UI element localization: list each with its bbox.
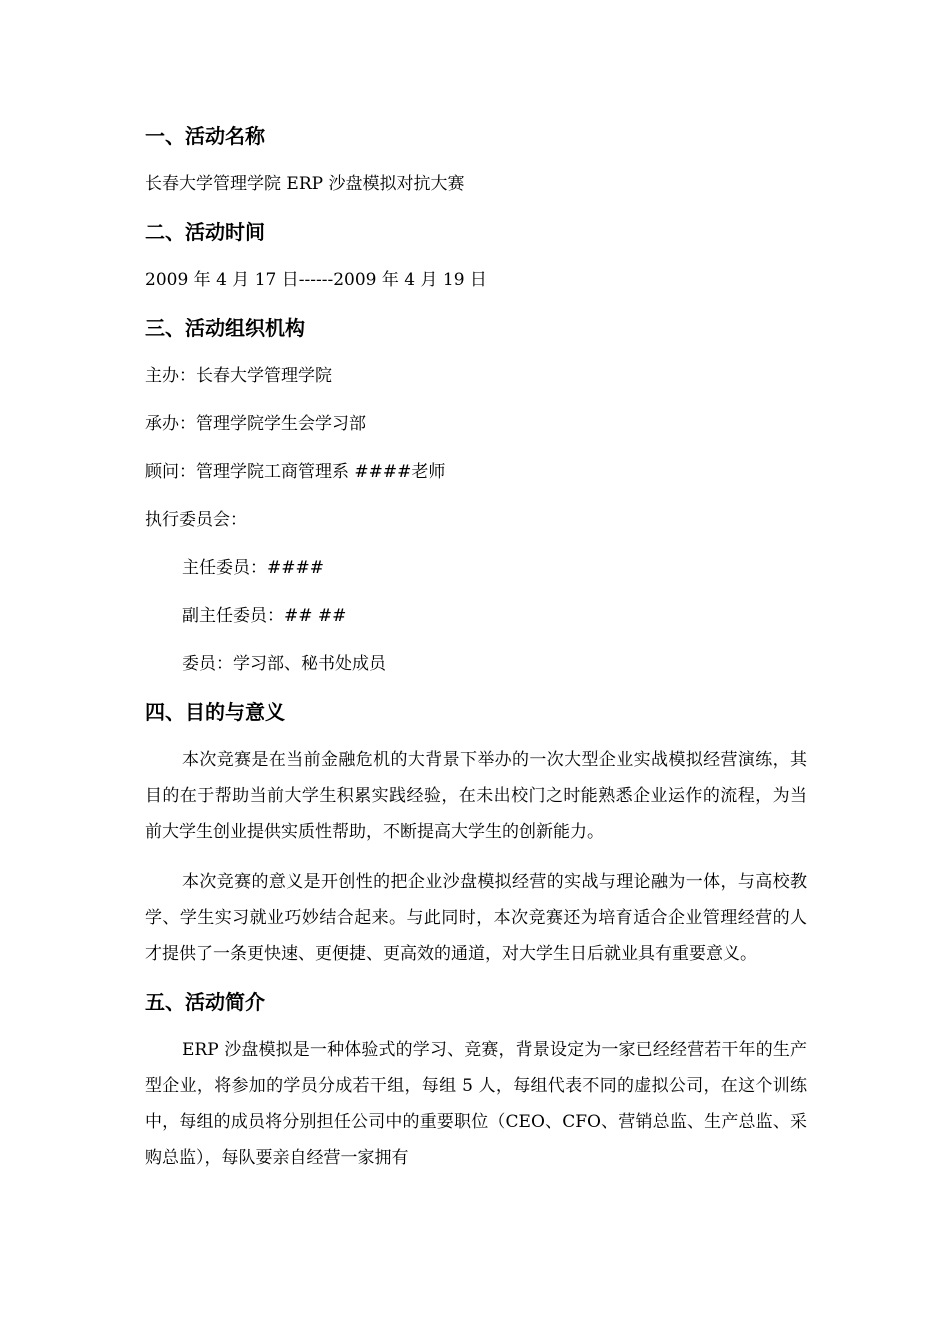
intro-paragraph-1: ERP 沙盘模拟是一种体验式的学习、竞赛，背景设定为一家已经经营若干年的生产型企业，将参加的学员分成若干组，每组 5 人，每组代表不同的虚拟公司，在这个训练中，每组的成员将分别担任公司中的重要职位（CEO、CFO、营销总监、生产总监、采购总监），每队要亲自经营一家拥有 bbox=[145, 1040, 807, 1168]
purpose-paragraph-1: 本次竞赛是在当前金融危机的大背景下举办的一次大型企业实战模拟经营演练，其目的在于帮助当前大学生积累实践经验，在未出校门之时能熟悉企业运作的流程，为当前大学生创业提供实质性帮助，不断提高大学生的创新能力。 bbox=[145, 750, 807, 842]
org-host: 主办：长春大学管理学院 bbox=[145, 366, 332, 386]
section-heading-activity-time: 二、活动时间 bbox=[145, 220, 265, 244]
activity-time-text: 2009 年 4 月 17 日------2009 年 4 月 19 日 bbox=[145, 270, 487, 290]
document-content bbox=[145, 118, 807, 1176]
org-members: 委员：学习部、秘书处成员 bbox=[182, 654, 386, 674]
org-organizer: 承办：管理学院学生会学习部 bbox=[145, 414, 366, 434]
section-heading-activity-name: 一、活动名称 bbox=[145, 124, 265, 148]
section-heading-intro: 五、活动简介 bbox=[145, 990, 265, 1014]
section-heading-organization: 三、活动组织机构 bbox=[145, 316, 305, 340]
org-vice-chair: 副主任委员：## ## bbox=[182, 606, 347, 626]
org-advisor: 顾问：管理学院工商管理系 ####老师 bbox=[145, 462, 446, 482]
purpose-paragraph-2: 本次竞赛的意义是开创性的把企业沙盘模拟经营的实战与理论融为一体，与高校教学、学生实习就业巧妙结合起来。与此同时，本次竞赛还为培育适合企业管理经营的人才提供了一条更快速、更便捷、更高效的通道，对大学生日后就业具有重要意义。 bbox=[145, 872, 807, 964]
org-committee-label: 执行委员会： bbox=[145, 510, 247, 530]
org-chair: 主任委员：#### bbox=[182, 558, 324, 578]
activity-name-text: 长春大学管理学院 ERP 沙盘模拟对抗大赛 bbox=[145, 174, 465, 194]
section-heading-purpose: 四、目的与意义 bbox=[145, 700, 285, 724]
